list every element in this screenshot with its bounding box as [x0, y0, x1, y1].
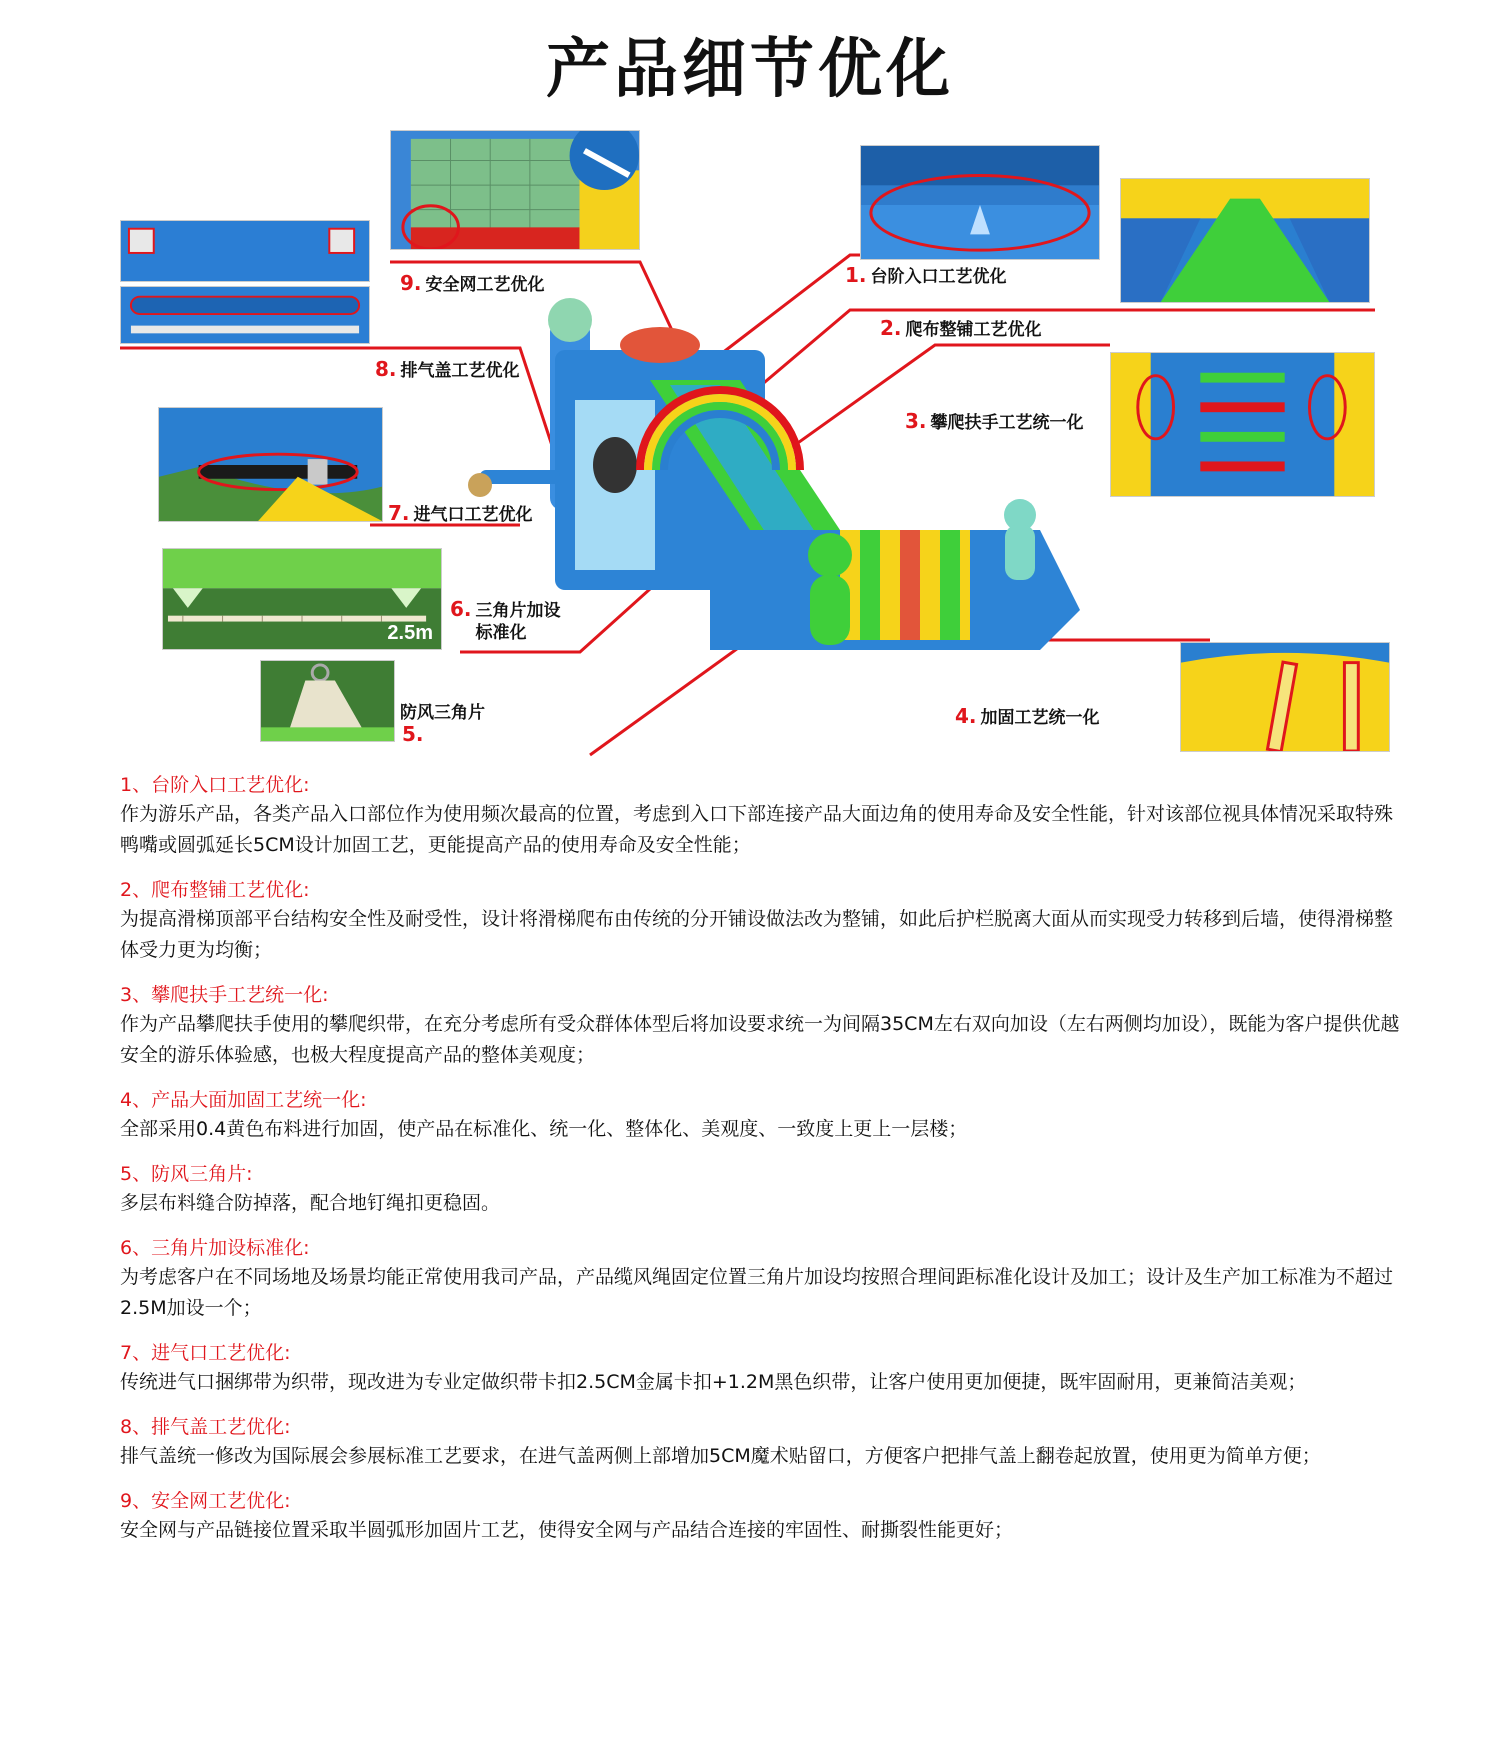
note-body: 全部采用0.4黄色布料进行加固，使产品在标准化、统一化、整体化、美观度、一致度上更上一层楼； — [120, 1118, 968, 1140]
note-title: 3、攀爬扶手工艺统一化: — [120, 984, 329, 1006]
callout-6: 6. 三角片加设标准化 — [450, 597, 561, 643]
note-body: 为提高滑梯顶部平台结构安全性及耐受性，设计将滑梯爬布由传统的分开铺设做法改为整铺，如此后护栏脱离大面从而实现受力转移到后墙，使得滑梯整体受力更为均衡； — [120, 908, 1394, 961]
triangle-spacing-photo — [162, 548, 442, 650]
note-item — [120, 1488, 1410, 1546]
note-body: 安全网与产品链接位置采取半圆弧形加固片工艺，使得安全网与产品结合连接的牢固性、耐撕裂性能更好； — [120, 1519, 1014, 1541]
callout-7: 7. 进气口工艺优化 — [388, 501, 533, 525]
note-body: 为考虑客户在不同场地及场景均能正常使用我司产品，产品缆风绳固定位置三角片加设均按照合理间距标准化设计及加工；设计及生产加工标准为不超过2.5M加设一个； — [120, 1266, 1394, 1319]
note-body: 多层布料缝合防掉落，配合地钉绳扣更稳固。 — [120, 1192, 501, 1214]
note-body: 作为游乐产品，各类产品入口部位作为使用频次最高的位置，考虑到入口下部连接产品大面边角的使用寿命及安全性能，针对该部位视具体情况采取特殊鸭嘴或圆弧延长5CM设计加固工艺，更能提高产品的使用寿命及安全性能； — [120, 803, 1394, 856]
climb-cover-photo — [1120, 178, 1370, 303]
callout-1: 1. 台阶入口工艺优化 — [845, 263, 1007, 287]
callout-4: 4. 加固工艺统一化 — [955, 704, 1100, 728]
note-title: 5、防风三角片: — [120, 1163, 253, 1185]
note-item — [120, 1087, 1410, 1145]
note-title: 9、安全网工艺优化: — [120, 1490, 291, 1512]
note-item — [120, 1414, 1410, 1472]
safety-net-photo — [390, 130, 640, 250]
callout-9: 9. 安全网工艺优化 — [400, 271, 545, 295]
callout-5-num: 5. — [402, 722, 424, 746]
exhaust-cover-photo-bottom — [120, 286, 370, 344]
note-body: 排气盖统一修改为国际展会参展标准工艺要求，在进气盖两侧上部增加5CM魔术贴留口，方便客户把排气盖上翻卷起放置，使用更为简单方便； — [120, 1445, 1321, 1467]
note-item — [120, 982, 1410, 1071]
callout-5: 防风三角片 — [400, 703, 485, 723]
detail-diagram — [0, 120, 1500, 760]
note-title: 8、排气盖工艺优化: — [120, 1416, 291, 1438]
note-body: 作为产品攀爬扶手使用的攀爬织带，在充分考虑所有受众群体体型后将加设要求统一为间隔35CM左右双向加设（左右两侧均加设），既能为客户提供优越安全的游乐体验感，也极大程度提高产品的整体美观度； — [120, 1013, 1400, 1066]
wind-triangle-photo — [260, 660, 395, 742]
note-title: 6、三角片加设标准化: — [120, 1237, 310, 1259]
climbing-handle-photo — [1110, 352, 1375, 497]
callout-3: 3. 攀爬扶手工艺统一化 — [905, 409, 1084, 433]
reinforcement-photo — [1180, 642, 1390, 752]
exhaust-cover-photo-top — [120, 220, 370, 282]
note-item — [120, 1161, 1410, 1219]
note-item — [120, 772, 1410, 861]
note-body: 传统进气口捆绑带为织带，现改进为专业定做织带卡扣2.5CM金属卡扣+1.2M黑色织带，让客户使用更加便捷，既牢固耐用，更兼简洁美观； — [120, 1371, 1307, 1393]
note-item — [120, 1235, 1410, 1324]
measure-label: 2.5m — [387, 622, 433, 644]
note-item — [120, 1340, 1410, 1398]
note-title: 4、产品大面加固工艺统一化: — [120, 1089, 367, 1111]
notes-list — [120, 772, 1410, 1562]
note-title: 2、爬布整铺工艺优化: — [120, 879, 310, 901]
note-title: 1、台阶入口工艺优化: — [120, 774, 310, 796]
step-entrance-photo — [860, 145, 1100, 260]
page-title: 产品细节优化 — [546, 33, 954, 107]
callout-8: 8. 排气盖工艺优化 — [375, 357, 520, 381]
callout-2: 2. 爬布整铺工艺优化 — [880, 316, 1042, 340]
note-item — [120, 877, 1410, 966]
inflatable-product-illustration — [440, 290, 1100, 710]
air-inlet-photo — [158, 407, 383, 522]
note-title: 7、进气口工艺优化: — [120, 1342, 291, 1364]
